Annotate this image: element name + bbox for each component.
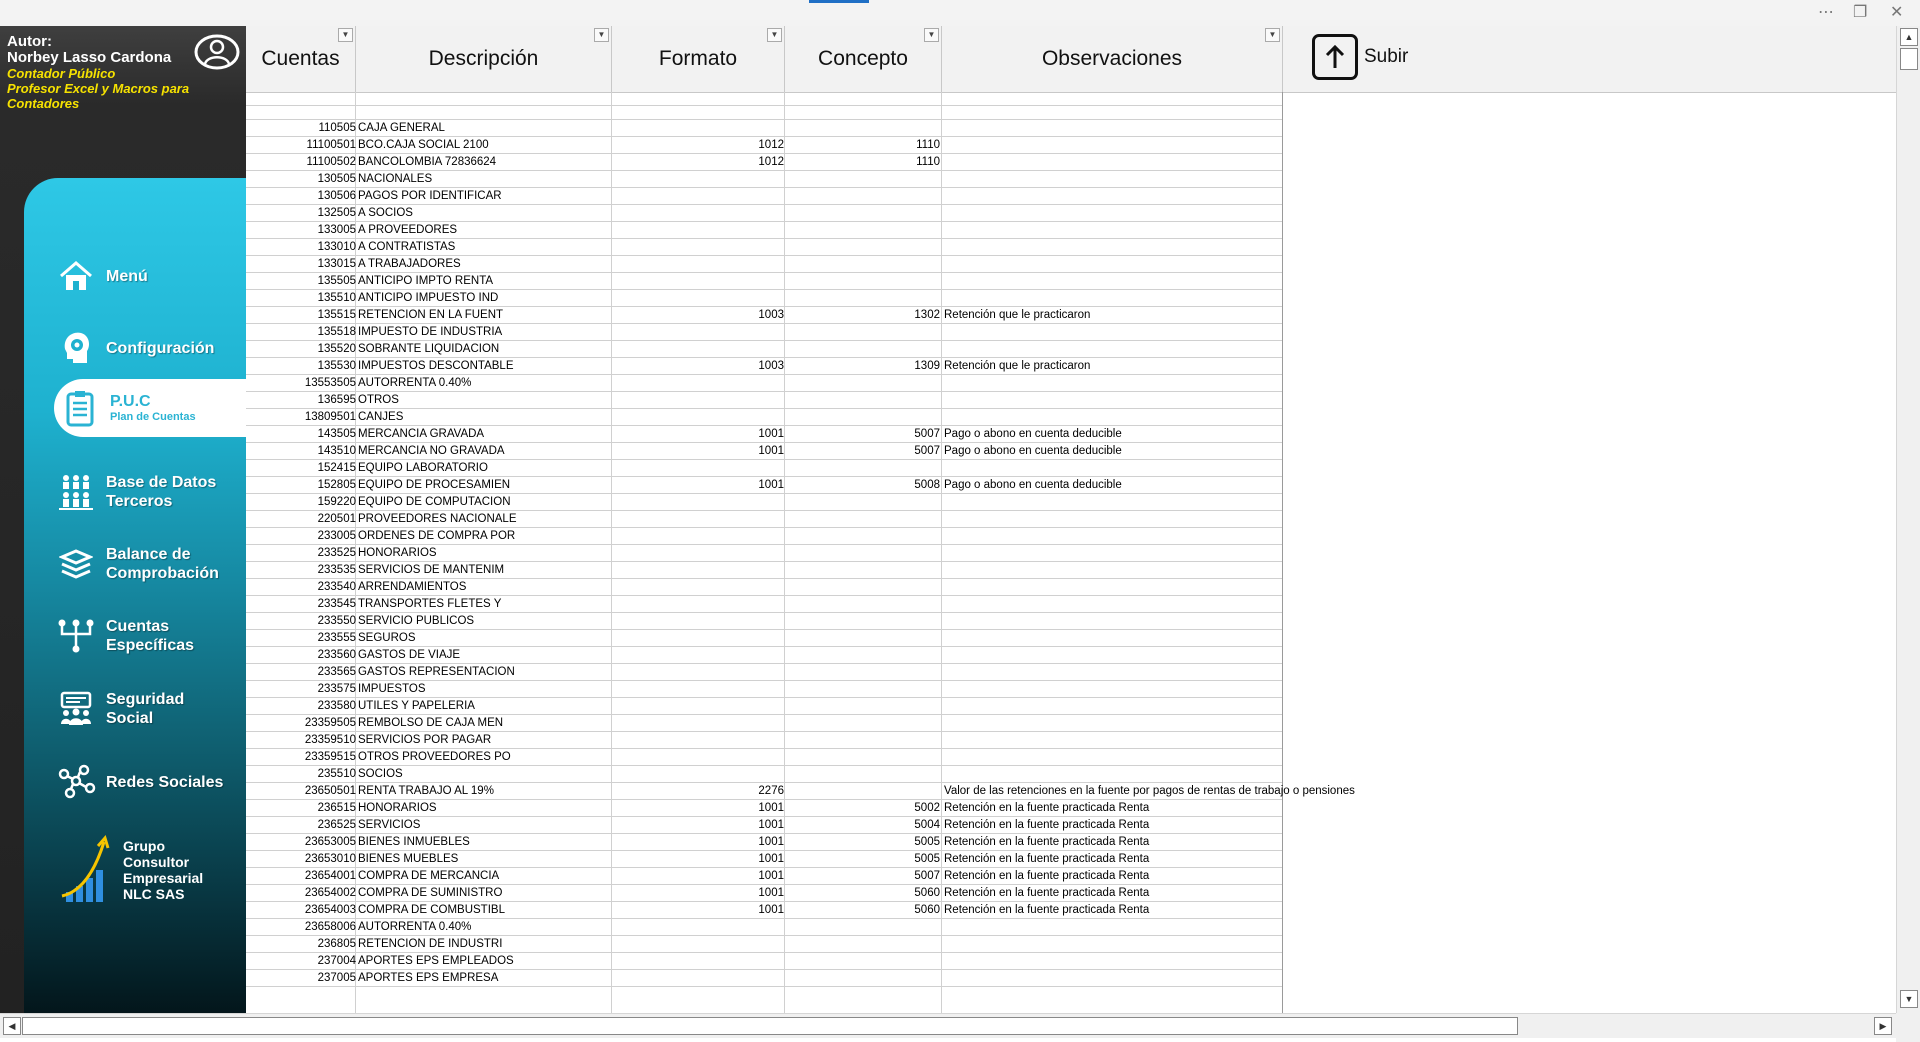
cell-descripcion[interactable]: RENTA TRABAJO AL 19% xyxy=(358,785,494,797)
cell-descripcion[interactable]: A SOCIOS xyxy=(358,207,413,219)
cell-concepto[interactable]: 5002 xyxy=(914,802,940,814)
header-cuentas-label: Cuentas xyxy=(261,47,340,70)
table-row[interactable] xyxy=(246,511,1282,528)
table-row[interactable] xyxy=(246,205,1282,222)
cell-cuenta[interactable]: 236525 xyxy=(317,819,356,831)
nav-configuracion[interactable] xyxy=(24,316,246,380)
cell-cuenta[interactable]: 11100502 xyxy=(306,156,356,168)
cell-cuenta[interactable]: 130506 xyxy=(317,190,356,202)
cell-cuenta[interactable]: 23359515 xyxy=(304,751,356,763)
table-header xyxy=(246,26,1896,93)
table-row[interactable] xyxy=(246,341,1282,358)
table-row[interactable] xyxy=(246,800,1282,817)
cell-concepto[interactable]: 5008 xyxy=(914,479,940,491)
cell-descripcion[interactable]: SEGUROS xyxy=(358,632,416,644)
home-icon xyxy=(54,254,98,298)
cell-descripcion[interactable]: CAJA GENERAL xyxy=(358,122,445,134)
cell-concepto[interactable]: 1110 xyxy=(916,139,940,151)
cell-descripcion[interactable]: TRANSPORTES FLETES Y xyxy=(358,598,502,610)
table-row[interactable] xyxy=(246,647,1282,664)
nav-seguridad-social[interactable] xyxy=(24,677,246,741)
cell-descripcion[interactable]: SERVICIOS POR PAGAR xyxy=(358,734,492,746)
table-row[interactable] xyxy=(246,239,1282,256)
table-row[interactable] xyxy=(246,426,1282,443)
filter-dropdown-icon[interactable]: ▼ xyxy=(594,28,609,42)
cell-cuenta[interactable]: 237005 xyxy=(317,972,356,984)
window-titlebar xyxy=(0,0,1920,27)
table-row[interactable] xyxy=(246,273,1282,290)
table-row[interactable] xyxy=(246,443,1282,460)
cell-cuenta[interactable]: 233540 xyxy=(317,581,356,593)
cell-descripcion[interactable]: EQUIPO DE PROCESAMIEN xyxy=(358,479,511,491)
table-row[interactable] xyxy=(246,970,1282,987)
cell-cuenta[interactable]: 233550 xyxy=(317,615,356,627)
cell-descripcion[interactable]: ANTICIPO IMPUESTO IND xyxy=(358,292,499,304)
cell-formato[interactable]: 1003 xyxy=(758,309,784,321)
scroll-right-icon[interactable]: ▶ xyxy=(1874,1017,1892,1035)
table-row[interactable] xyxy=(246,256,1282,273)
table-row[interactable] xyxy=(246,868,1282,885)
table-row[interactable] xyxy=(246,324,1282,341)
nav-seguridad-social-label: Seguridad Social xyxy=(106,691,185,727)
cell-cuenta[interactable]: 152805 xyxy=(317,479,356,491)
sidebar xyxy=(0,26,246,1013)
table-row[interactable] xyxy=(246,188,1282,205)
cell-formato[interactable]: 1003 xyxy=(758,360,784,372)
cell-cuenta[interactable]: 235510 xyxy=(317,768,356,780)
cell-cuenta[interactable]: 13809501 xyxy=(304,411,356,423)
cell-concepto[interactable]: 1302 xyxy=(914,309,940,321)
cell-cuenta[interactable]: 233525 xyxy=(317,547,356,559)
more-options-icon[interactable]: ⋯ xyxy=(1818,2,1834,21)
cell-concepto[interactable]: 5060 xyxy=(914,904,940,916)
cell-cuenta[interactable]: 233545 xyxy=(317,598,356,610)
cell-descripcion[interactable]: APORTES EPS EMPLEADOS xyxy=(358,955,514,967)
cell-concepto[interactable]: 5007 xyxy=(914,428,940,440)
cell-cuenta[interactable]: 236515 xyxy=(317,802,356,814)
table-right-border xyxy=(1282,92,1283,1013)
table-row[interactable] xyxy=(246,222,1282,239)
cell-observaciones[interactable]: Retención que le practicaron xyxy=(944,309,1091,321)
nav-balance-comprobacion[interactable] xyxy=(24,532,246,596)
cell-formato[interactable]: 1001 xyxy=(758,802,784,814)
cell-observaciones[interactable]: Pago o abono en cuenta deducible xyxy=(944,479,1122,491)
network-icon xyxy=(54,760,98,804)
cell-cuenta[interactable]: 135510 xyxy=(317,292,356,304)
cell-cuenta[interactable]: 135530 xyxy=(317,360,356,372)
cell-observaciones[interactable]: Retención que le practicaron xyxy=(944,360,1091,372)
table-row[interactable] xyxy=(246,919,1282,936)
cell-descripcion[interactable]: RETENCION DE INDUSTRI xyxy=(358,938,503,950)
table-row[interactable] xyxy=(246,851,1282,868)
subir-label: Subir xyxy=(1364,46,1409,67)
cell-concepto[interactable]: 1309 xyxy=(914,360,940,372)
cell-concepto[interactable]: 5060 xyxy=(914,887,940,899)
cell-cuenta[interactable]: 23654001 xyxy=(304,870,356,882)
logo-line-3: Empresarial xyxy=(123,870,204,886)
nav-cuentas-especificas[interactable] xyxy=(24,604,246,668)
table-row[interactable] xyxy=(246,596,1282,613)
table-row[interactable] xyxy=(246,460,1282,477)
cell-cuenta[interactable]: 152415 xyxy=(317,462,356,474)
cell-cuenta[interactable]: 233555 xyxy=(317,632,356,644)
close-icon[interactable]: ✕ xyxy=(1890,2,1904,21)
header-concepto[interactable] xyxy=(785,26,942,92)
cell-descripcion[interactable]: OTROS PROVEEDORES PO xyxy=(358,751,511,763)
nav-base-datos-terceros[interactable] xyxy=(24,460,246,524)
cell-cuenta[interactable]: 136595 xyxy=(317,394,356,406)
nav-cuentas-especificas-label: Cuentas Específicas xyxy=(106,618,195,654)
cell-descripcion[interactable]: PAGOS POR IDENTIFICAR xyxy=(358,190,502,202)
cell-cuenta[interactable]: 233560 xyxy=(317,649,356,661)
cell-formato[interactable]: 1001 xyxy=(758,479,784,491)
table-row[interactable] xyxy=(246,477,1282,494)
cell-descripcion[interactable]: APORTES EPS EMPRESA xyxy=(358,972,499,984)
table-row[interactable] xyxy=(246,154,1282,171)
cell-formato[interactable]: 1012 xyxy=(758,156,784,168)
table-row[interactable] xyxy=(246,749,1282,766)
cell-descripcion[interactable]: A PROVEEDORES xyxy=(358,224,458,236)
cell-formato[interactable]: 2276 xyxy=(758,785,784,797)
nav-configuracion-label: Configuración xyxy=(106,339,215,357)
cell-cuenta[interactable]: 233565 xyxy=(317,666,356,678)
cell-descripcion[interactable]: PROVEEDORES NACIONALE xyxy=(358,513,517,525)
cell-descripcion[interactable]: ORDENES DE COMPRA POR xyxy=(358,530,516,542)
scroll-left-icon[interactable]: ◀ xyxy=(3,1017,21,1035)
cell-descripcion[interactable]: AUTORRENTA 0.40% xyxy=(358,921,472,933)
cell-descripcion[interactable]: NACIONALES xyxy=(358,173,433,185)
company-logo xyxy=(60,834,230,914)
cell-cuenta[interactable]: 135520 xyxy=(317,343,356,355)
cell-descripcion[interactable]: SERVICIOS DE MANTENIM xyxy=(358,564,505,576)
cell-concepto[interactable]: 5007 xyxy=(914,870,940,882)
cell-descripcion[interactable]: ARRENDAMIENTOS xyxy=(358,581,467,593)
table-row[interactable] xyxy=(246,885,1282,902)
cell-cuenta[interactable]: 233005 xyxy=(317,530,356,542)
cell-cuenta[interactable]: 23653005 xyxy=(304,836,356,848)
table-row[interactable] xyxy=(246,664,1282,681)
header-observaciones[interactable] xyxy=(942,26,1283,92)
cell-descripcion[interactable]: ANTICIPO IMPTO RENTA xyxy=(358,275,494,287)
cell-descripcion[interactable]: GASTOS REPRESENTACION xyxy=(358,666,515,678)
table-row[interactable] xyxy=(246,409,1282,426)
nav-base-datos-terceros-label: Base de Datos Terceros xyxy=(106,474,217,510)
horizontal-scroll-thumb[interactable] xyxy=(22,1017,1518,1035)
cell-cuenta[interactable]: 23359510 xyxy=(304,734,356,746)
table-row[interactable] xyxy=(246,171,1282,188)
cell-descripcion[interactable]: IMPUESTOS DESCONTABLE xyxy=(358,360,514,372)
cell-descripcion[interactable]: CANJES xyxy=(358,411,404,423)
cell-cuenta[interactable]: 135515 xyxy=(317,309,356,321)
table-row[interactable] xyxy=(246,766,1282,783)
cell-formato[interactable]: 1001 xyxy=(758,870,784,882)
cell-descripcion[interactable]: REMBOLSO DE CAJA MEN xyxy=(358,717,504,729)
cell-descripcion[interactable]: RETENCION EN LA FUENT xyxy=(358,309,504,321)
cell-descripcion[interactable]: A CONTRATISTAS xyxy=(358,241,456,253)
cell-formato[interactable]: 1001 xyxy=(758,904,784,916)
table-row[interactable] xyxy=(246,307,1282,324)
logo-line-1: Grupo xyxy=(123,838,165,854)
cell-cuenta[interactable]: 220501 xyxy=(317,513,356,525)
cell-formato[interactable]: 1001 xyxy=(758,445,784,457)
cell-formato[interactable]: 1001 xyxy=(758,428,784,440)
filter-dropdown-icon[interactable]: ▼ xyxy=(1265,28,1280,42)
upload-arrow-icon xyxy=(1312,34,1358,80)
table-row[interactable] xyxy=(246,579,1282,596)
cell-formato[interactable]: 1001 xyxy=(758,887,784,899)
cell-cuenta[interactable]: 143505 xyxy=(317,428,356,440)
table-row[interactable] xyxy=(246,137,1282,154)
author-label: Autor: xyxy=(7,33,52,50)
header-descripcion-label: Descripción xyxy=(428,47,539,70)
table-row[interactable] xyxy=(246,120,1282,137)
cell-observaciones[interactable]: Retención en la fuente practicada Renta xyxy=(944,819,1150,831)
cell-concepto[interactable]: 5004 xyxy=(914,819,940,831)
cell-cuenta[interactable]: 23359505 xyxy=(304,717,356,729)
cell-cuenta[interactable]: 233575 xyxy=(317,683,356,695)
logo-line-2: Consultor xyxy=(123,854,190,870)
nav-balance-comprobacion-label: Balance de Comprobación xyxy=(106,546,219,582)
cell-cuenta[interactable]: 110505 xyxy=(318,122,356,134)
cell-cuenta[interactable]: 133005 xyxy=(317,224,356,236)
cell-cuenta[interactable]: 11100501 xyxy=(306,139,356,151)
header-descripcion[interactable] xyxy=(356,26,612,92)
nav-menu[interactable] xyxy=(24,244,246,308)
cell-descripcion[interactable]: COMPRA DE MERCANCIA xyxy=(358,870,500,882)
accounts-table-body xyxy=(246,120,1355,987)
cell-cuenta[interactable]: 143510 xyxy=(317,445,356,457)
author-role: Contador Público xyxy=(7,66,116,81)
header-observaciones-label: Observaciones xyxy=(1041,47,1183,70)
filter-dropdown-icon[interactable]: ▼ xyxy=(924,28,939,42)
cell-descripcion[interactable]: GASTOS DE VIAJE xyxy=(358,649,461,661)
cell-observaciones[interactable]: Retención en la fuente practicada Renta xyxy=(944,870,1150,882)
active-tab-indicator xyxy=(809,0,869,3)
table-row[interactable] xyxy=(246,290,1282,307)
cell-formato[interactable]: 1001 xyxy=(758,853,784,865)
cell-descripcion[interactable]: EQUIPO LABORATORIO xyxy=(358,462,488,474)
cell-observaciones[interactable]: Pago o abono en cuenta deducible xyxy=(944,445,1122,457)
cell-cuenta[interactable]: 23654003 xyxy=(304,904,356,916)
cell-observaciones[interactable]: Retención en la fuente practicada Renta xyxy=(944,904,1150,916)
blank-rows xyxy=(246,92,1282,120)
subir-button[interactable] xyxy=(1312,34,1408,80)
vertical-scroll-thumb[interactable] xyxy=(1900,48,1918,70)
table-row[interactable] xyxy=(246,936,1282,953)
cell-descripcion[interactable]: HONORARIOS xyxy=(358,547,437,559)
cell-cuenta[interactable]: 133010 xyxy=(317,241,356,253)
table-row[interactable] xyxy=(246,562,1282,579)
cell-cuenta[interactable]: 135518 xyxy=(317,326,356,338)
user-profile-icon[interactable] xyxy=(194,33,240,71)
cell-descripcion[interactable]: IMPUESTOS xyxy=(358,683,426,695)
scroll-up-icon[interactable]: ▲ xyxy=(1900,28,1918,46)
header-concepto-label: Concepto xyxy=(818,47,908,70)
cell-descripcion[interactable]: COMPRA DE SUMINISTRO xyxy=(358,887,503,899)
cell-observaciones[interactable]: Retención en la fuente practicada Renta xyxy=(944,887,1150,899)
cell-concepto[interactable]: 5005 xyxy=(914,853,940,865)
logo-line-4: NLC SAS xyxy=(123,886,185,902)
table-row[interactable] xyxy=(246,817,1282,834)
table-row[interactable] xyxy=(246,392,1282,409)
cell-cuenta[interactable]: 237004 xyxy=(317,955,356,967)
author-description: Profesor Excel y Macros para Contadores xyxy=(7,81,190,111)
gear-head-icon xyxy=(54,326,98,370)
table-row[interactable] xyxy=(246,681,1282,698)
cell-descripcion[interactable]: UTILES Y PAPELERIA xyxy=(358,700,475,712)
cell-cuenta[interactable]: 13553505 xyxy=(304,377,356,389)
table-row[interactable] xyxy=(246,375,1282,392)
stack-icon xyxy=(54,542,98,586)
cell-observaciones[interactable]: Retención en la fuente practicada Renta xyxy=(944,836,1150,848)
cell-cuenta[interactable]: 236805 xyxy=(317,938,356,950)
cell-cuenta[interactable]: 233535 xyxy=(317,564,356,576)
table-row[interactable] xyxy=(246,528,1282,545)
cell-cuenta[interactable]: 233580 xyxy=(317,700,356,712)
scrollbar-corner xyxy=(1896,1013,1920,1042)
scroll-down-icon[interactable]: ▼ xyxy=(1900,990,1918,1008)
accounts-sheet xyxy=(246,26,1896,1013)
cell-descripcion[interactable]: OTROS xyxy=(358,394,399,406)
cell-formato[interactable]: 1001 xyxy=(758,819,784,831)
cell-cuenta[interactable]: 132505 xyxy=(317,207,356,219)
nav-puc-label: P.U.C xyxy=(110,393,151,410)
cell-descripcion[interactable]: SOCIOS xyxy=(358,768,403,780)
growth-chart-logo-icon xyxy=(60,834,122,904)
header-cuentas[interactable] xyxy=(246,26,356,92)
cell-observaciones[interactable]: Retención en la fuente practicada Renta xyxy=(944,853,1150,865)
cell-descripcion[interactable]: A TRABAJADORES xyxy=(358,258,461,270)
table-row[interactable] xyxy=(246,630,1282,647)
table-row[interactable] xyxy=(246,715,1282,732)
people-grid-icon xyxy=(54,470,98,514)
nav-redes-sociales-label: Redes Sociales xyxy=(106,773,224,791)
table-row[interactable] xyxy=(246,358,1282,375)
cell-cuenta[interactable]: 133015 xyxy=(317,258,356,270)
table-row[interactable] xyxy=(246,834,1282,851)
cell-descripcion[interactable]: HONORARIOS xyxy=(358,802,437,814)
nav-puc[interactable] xyxy=(54,379,246,437)
table-row[interactable] xyxy=(246,698,1282,715)
cell-formato[interactable]: 1012 xyxy=(758,139,784,151)
header-formato-label: Formato xyxy=(658,47,738,70)
cell-formato[interactable]: 1001 xyxy=(758,836,784,848)
table-row[interactable] xyxy=(246,732,1282,749)
cell-concepto[interactable]: 5005 xyxy=(914,836,940,848)
table-row[interactable] xyxy=(246,545,1282,562)
cell-descripcion[interactable]: BCO.CAJA SOCIAL 2100 xyxy=(358,139,489,151)
cell-observaciones[interactable]: Retención en la fuente practicada Renta xyxy=(944,802,1150,814)
table-row[interactable] xyxy=(246,783,1355,800)
cell-descripcion[interactable]: MERCANCIA NO GRAVADA xyxy=(358,445,505,457)
restore-window-icon[interactable]: ❐ xyxy=(1853,2,1868,21)
cell-descripcion[interactable]: SOBRANTE LIQUIDACION xyxy=(358,343,500,355)
cell-cuenta[interactable]: 135505 xyxy=(317,275,356,287)
cell-cuenta[interactable]: 159220 xyxy=(317,496,356,508)
cell-descripcion[interactable]: BIENES INMUEBLES xyxy=(358,836,470,848)
table-row[interactable] xyxy=(246,902,1282,919)
table-row[interactable] xyxy=(246,494,1282,511)
cell-descripcion[interactable]: MERCANCIA GRAVADA xyxy=(358,428,485,440)
cell-descripcion[interactable]: BANCOLOMBIA 72836624 xyxy=(358,156,497,168)
filter-dropdown-icon[interactable]: ▼ xyxy=(338,28,353,42)
cell-descripcion[interactable]: IMPUESTO DE INDUSTRIA xyxy=(358,326,503,338)
cell-concepto[interactable]: 1110 xyxy=(916,156,940,168)
cell-cuenta[interactable]: 23650501 xyxy=(304,785,356,797)
header-formato[interactable] xyxy=(612,26,785,92)
nav-redes-sociales[interactable] xyxy=(24,750,246,814)
cell-cuenta[interactable]: 130505 xyxy=(317,173,356,185)
table-row[interactable] xyxy=(246,953,1282,970)
cell-cuenta[interactable]: 23654002 xyxy=(304,887,356,899)
cell-observaciones[interactable]: Pago o abono en cuenta deducible xyxy=(944,428,1122,440)
cell-descripcion[interactable]: BIENES MUEBLES xyxy=(358,853,459,865)
cell-concepto[interactable]: 5007 xyxy=(914,445,940,457)
cell-cuenta[interactable]: 23658006 xyxy=(304,921,356,933)
cell-descripcion[interactable]: EQUIPO DE COMPUTACION xyxy=(358,496,511,508)
horizontal-scrollbar[interactable] xyxy=(0,1013,1896,1038)
group-icon xyxy=(54,687,98,731)
cell-descripcion[interactable]: SERVICIO PUBLICOS xyxy=(358,615,475,627)
cell-cuenta[interactable]: 23653010 xyxy=(304,853,356,865)
cell-descripcion[interactable]: AUTORRENTA 0.40% xyxy=(358,377,472,389)
cell-descripcion[interactable]: SERVICIOS xyxy=(358,819,421,831)
nav-menu-label: Menú xyxy=(106,267,148,285)
cell-observaciones[interactable]: Valor de las retenciones en la fuente por pagos de rentas de trabajo o pensiones xyxy=(944,785,1355,797)
filter-dropdown-icon[interactable]: ▼ xyxy=(767,28,782,42)
author-block xyxy=(7,34,197,111)
author-name: Norbey Lasso Cardona xyxy=(7,49,172,66)
vertical-scrollbar[interactable] xyxy=(1896,26,1920,1013)
clipboard-icon xyxy=(58,386,102,430)
table-row[interactable] xyxy=(246,613,1282,630)
nav-puc-sublabel: Plan de Cuentas xyxy=(110,411,196,423)
hierarchy-icon xyxy=(54,614,98,658)
cell-descripcion[interactable]: COMPRA DE COMBUSTIBL xyxy=(358,904,505,916)
